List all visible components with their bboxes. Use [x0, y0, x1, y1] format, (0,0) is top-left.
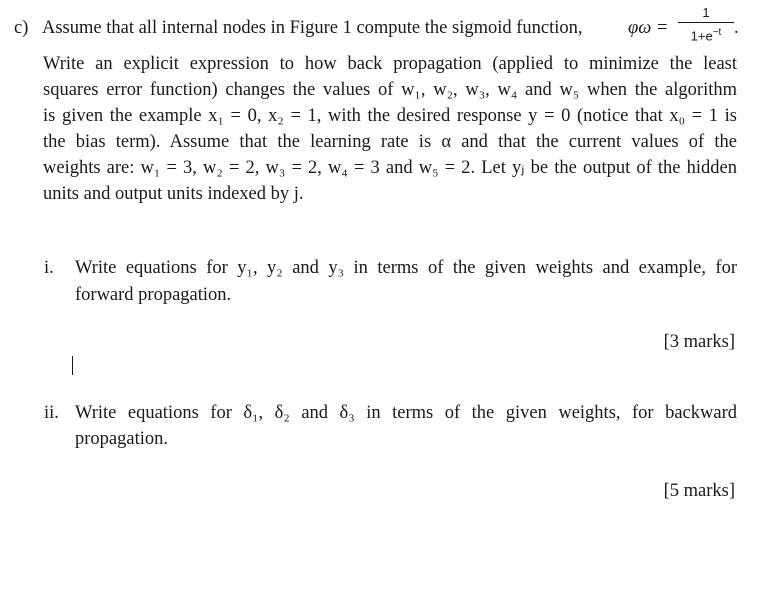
part-i-marks: [3 marks]: [663, 332, 735, 352]
sigmoid-numerator: 1: [702, 5, 710, 20]
sigmoid-symbol: φω =: [628, 18, 669, 38]
part-i-line: Write equations for y₁, y₂ and y₃ in terms of the given weights and example, for: [75, 258, 737, 278]
part-i-label: i.: [44, 258, 54, 278]
sigmoid-denominator-base: 1+e: [690, 28, 713, 44]
question-intro: Assume that all internal nodes in Figure 1 compute the sigmoid function,: [42, 18, 583, 38]
fraction-bar: [678, 22, 734, 23]
question-body-line: squares error function) changes the values of w₁, w₂, w₃, w₄ and w₅ when the algorithm: [43, 80, 737, 100]
text-cursor: [72, 356, 73, 375]
sigmoid-denominator: [678, 26, 734, 43]
sigmoid-fraction: [678, 6, 734, 43]
part-ii-label: ii.: [44, 403, 59, 423]
part-i-line: forward propagation.: [75, 285, 232, 305]
part-ii-line: Write equations for δ₁, δ₂ and δ₃ in terms of the given weights, for backward: [75, 403, 737, 423]
part-ii-marks: [5 marks]: [663, 481, 735, 501]
question-label: c): [14, 18, 29, 38]
part-ii-line: propagation.: [75, 429, 168, 449]
question-body-line: weights are: w₁ = 3, w₂ = 2, w₃ = 2, w₄ = 3 and w₅ = 2. Let yⱼ be the output of the hidden: [43, 158, 737, 178]
question-body-line: Write an explicit expression to how back propagation (applied to minimize the least: [43, 54, 737, 74]
question-body-line: units and output units indexed by j.: [43, 184, 304, 204]
sigmoid-trailing: .: [734, 18, 739, 38]
question-body-line: is given the example x₁ = 0, x₂ = 1, with the desired response y = 0 (notice that x₀ = 1 is: [43, 106, 737, 126]
question-body-line: the bias term). Assume that the learning rate is α and that the current values of the: [43, 132, 737, 152]
sigmoid-denominator-exponent: −t: [712, 27, 722, 38]
